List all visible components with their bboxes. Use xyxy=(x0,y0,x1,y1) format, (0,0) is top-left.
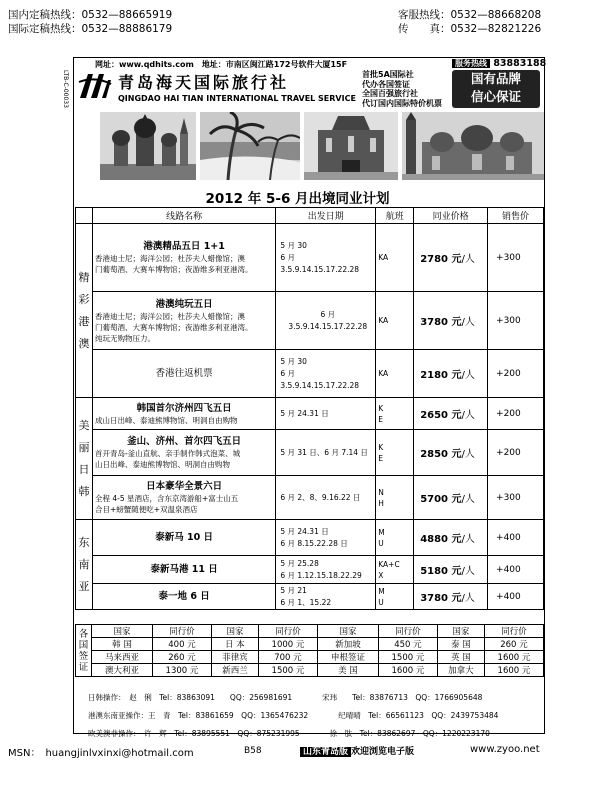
route-cell: 香港往返机票 xyxy=(92,350,275,398)
slogan-line: 代订国内国际特价机票 xyxy=(362,98,442,108)
price-cell: 3780 元/人 xyxy=(414,292,488,350)
badge-line: 信心保证 xyxy=(470,89,521,104)
route-cell: 港澳纯玩五日 香港迪士尼；海洋公园；杜莎夫人蜡像馆；澳 门葡萄酒、大赛车博物馆；夜游维多利亚港湾。 纯玩无购物压力。 xyxy=(92,292,275,350)
date-cell: 6 月 3.5.9.14.15.17.22.28 xyxy=(276,292,376,350)
header-trade-price: 同业价格 xyxy=(414,208,488,224)
price-cell: 2650 元/人 xyxy=(414,398,488,430)
sale-cell: +400 xyxy=(488,584,544,610)
price-cell: 2180 元/人 xyxy=(414,350,488,398)
flight-cell: N H xyxy=(376,476,414,520)
operator-line: 日韩操作： 赵 俐 Tel：83863091 QQ：256981691 宋玮 Tel：83876713 QQ：1766905648 xyxy=(88,693,483,702)
table-row xyxy=(76,398,544,430)
visa-header-country: 国家 xyxy=(437,625,484,638)
sale-cell: +300 xyxy=(488,476,544,520)
flight-cell: KA xyxy=(376,292,414,350)
flight-cell: K E xyxy=(376,398,414,430)
visa-header-country: 国家 xyxy=(317,625,378,638)
header-flight: 航班 xyxy=(376,208,414,224)
table-row xyxy=(76,520,544,556)
operator-contacts xyxy=(88,689,498,743)
sale-cell: +300 xyxy=(488,292,544,350)
footer-website-link[interactable]: www.zyoo.net xyxy=(470,744,540,755)
slogan-line: 代办各国签证 xyxy=(362,79,410,89)
route-cell: 泰新马 10 日 xyxy=(92,520,275,556)
date-cell: 5 月 24.31 日 6 月 8.15.22.28 日 xyxy=(276,520,376,556)
date-cell: 5 月 21 6 月 1、15.22 xyxy=(276,584,376,610)
hotline-tag: 服务热线 xyxy=(452,59,490,68)
header-blank xyxy=(76,208,93,224)
header-route: 线路名称 xyxy=(92,208,275,224)
sale-cell: +200 xyxy=(488,398,544,430)
table-row xyxy=(76,476,544,520)
sale-cell: +400 xyxy=(488,520,544,556)
visa-header-price: 同行价 xyxy=(484,625,543,638)
table-row xyxy=(76,430,544,476)
visa-row: 马来西亚 260 元 菲律宾 700 元 申根签证 1500 元 英 国 1600 元 xyxy=(76,651,544,664)
header-date: 出发日期 xyxy=(276,208,376,224)
price-cell: 2780 元/人 xyxy=(414,224,488,292)
price-cell: 3780 元/人 xyxy=(414,584,488,610)
date-cell: 5 月 30 6 月 3.5.9.14.15.17.22.28 xyxy=(276,224,376,292)
route-cell: 日本豪华全景六日 全程 4-5 星酒店，含东京湾游船+富士山五 合目+螃蟹随便吃+双温泉酒店 xyxy=(92,476,275,520)
date-cell: 5 月 24.31 日 xyxy=(276,398,376,430)
service-hotline-box xyxy=(452,58,546,69)
hotlines-left xyxy=(8,8,172,36)
photo-beach xyxy=(200,112,300,180)
visa-header-country: 国家 xyxy=(211,625,258,638)
table-row xyxy=(76,224,544,292)
sale-cell: +300 xyxy=(488,224,544,292)
photo-ruins-of-st-paul xyxy=(304,112,398,180)
website-address-line: 网址：www.qdhits.com 地址：市南区闽江路172号软件大厦15F xyxy=(95,60,348,69)
price-cell: 5700 元/人 xyxy=(414,476,488,520)
company-logo xyxy=(78,72,112,100)
operator-line: 欧美澳非操作： 许 辉 Tel：83895551 QQ：875231995 徐 肽 Tel：83862697 QQ：1220223170 xyxy=(88,729,490,738)
visa-header-price: 同行价 xyxy=(152,625,211,638)
brand-name-en: QINGDAO HAI TIAN INTERNATIONAL TRAVEL SERVICE xyxy=(118,94,356,103)
date-cell: 5 月 30 6 月 3.5.9.14.15.17.22.28 xyxy=(276,350,376,398)
photo-st-basil-cathedral xyxy=(100,112,196,180)
header-sale-price: 销售价 xyxy=(488,208,544,224)
visa-row: 澳大利亚 1300 元 新西兰 1500 元 美 国 1600 元 加拿大 1600 元 xyxy=(76,664,544,677)
hotlines-right xyxy=(398,8,541,36)
table-row xyxy=(76,556,544,584)
slogan-block xyxy=(362,70,442,108)
route-cell: 釜山、济州、首尔四飞五日 首开青岛-釜山直航、亲手制作韩式泡菜、城 山日出峰、泰迪熊博物馆、明洞自由购物 xyxy=(92,430,275,476)
service-hotline: 客服热线：0532—88668208 xyxy=(398,9,542,21)
visa-row: 韩 国 400 元 日 本 1000 元 新加坡 450 元 泰 国 260 元 xyxy=(76,638,544,651)
visa-header-country: 国家 xyxy=(92,625,153,638)
license-code: LTB-C-00033 xyxy=(62,70,69,108)
state-brand-badge xyxy=(452,70,540,108)
page-number: B58 xyxy=(244,746,262,756)
table-row xyxy=(76,292,544,350)
sale-cell: +200 xyxy=(488,350,544,398)
flight-cell: K E xyxy=(376,430,414,476)
table-row xyxy=(76,350,544,398)
edition-banner: 山东青岛版 欢迎浏览电子版 xyxy=(300,744,414,757)
route-cell: 泰新马港 11 日 xyxy=(92,556,275,584)
slogan-line: 全国百强旅行社 xyxy=(362,89,418,98)
route-cell: 港澳精品五日 1+1 香港迪士尼；海洋公园；杜莎夫人蜡像馆；澳 门葡萄酒、大赛车博物馆；夜游维多利亚港湾。 xyxy=(92,224,275,292)
visa-price-table xyxy=(75,624,544,677)
hotline-number: 83883188 xyxy=(493,58,547,69)
msn-contact: MSN： huangjinlvxinxi@hotmail.com xyxy=(8,748,194,759)
sale-cell: +400 xyxy=(488,556,544,584)
fax-line: 传 真：0532—82821226 xyxy=(398,23,542,35)
international-hotline: 国际定稿热线：0532—88886179 xyxy=(8,23,173,35)
visa-header-price: 同行价 xyxy=(378,625,437,638)
photo-venice-square xyxy=(402,112,544,180)
flight-cell: KA xyxy=(376,350,414,398)
visa-header-row xyxy=(76,625,544,638)
flight-cell: KA xyxy=(376,224,414,292)
region-southeast-asia: 东 南 亚 xyxy=(76,520,93,610)
table-row xyxy=(76,584,544,610)
date-cell: 5 月 31 日、6 月 7.14 日 xyxy=(276,430,376,476)
price-cell: 5180 元/人 xyxy=(414,556,488,584)
tour-plan-table xyxy=(75,207,544,610)
date-cell: 6 月 2、8、9.16.22 日 xyxy=(276,476,376,520)
price-cell: 2850 元/人 xyxy=(414,430,488,476)
brand-name-cn: 青岛海天国际旅行社 xyxy=(118,73,290,92)
flight-cell: KA+C X xyxy=(376,556,414,584)
sale-cell: +200 xyxy=(488,430,544,476)
visa-label: 各 国 签 证 xyxy=(76,625,92,677)
domestic-hotline: 国内定稿热线：0532—88665919 xyxy=(8,9,173,21)
date-cell: 5 月 25.28 6 月 1.12.15.18.22.29 xyxy=(276,556,376,584)
badge-line: 国有品牌 xyxy=(470,71,521,86)
route-cell: 韩国首尔济州四飞五日 成山日出峰、泰迪熊博物馆、明洞自由购物 xyxy=(92,398,275,430)
operator-line: 港澳东南亚操作：王 青 Tel：83861659 QQ：1365476232 纪晴晴 Tel：66561123 QQ：2439753484 xyxy=(88,711,499,720)
flight-cell: M U xyxy=(376,520,414,556)
region-hkmacau: 精 彩 港 澳 xyxy=(76,224,93,398)
region-korea: 美 丽 日 韩 xyxy=(76,398,93,520)
price-cell: 4880 元/人 xyxy=(414,520,488,556)
visa-header-price: 同行价 xyxy=(258,625,317,638)
route-cell: 泰一地 6 日 xyxy=(92,584,275,610)
page-title: 2012 年 5-6 月出境同业计划 xyxy=(205,191,390,207)
flight-cell: M U xyxy=(376,584,414,610)
table-header-row xyxy=(76,208,544,224)
slogan-line: 首批5A国际社 xyxy=(362,70,414,79)
